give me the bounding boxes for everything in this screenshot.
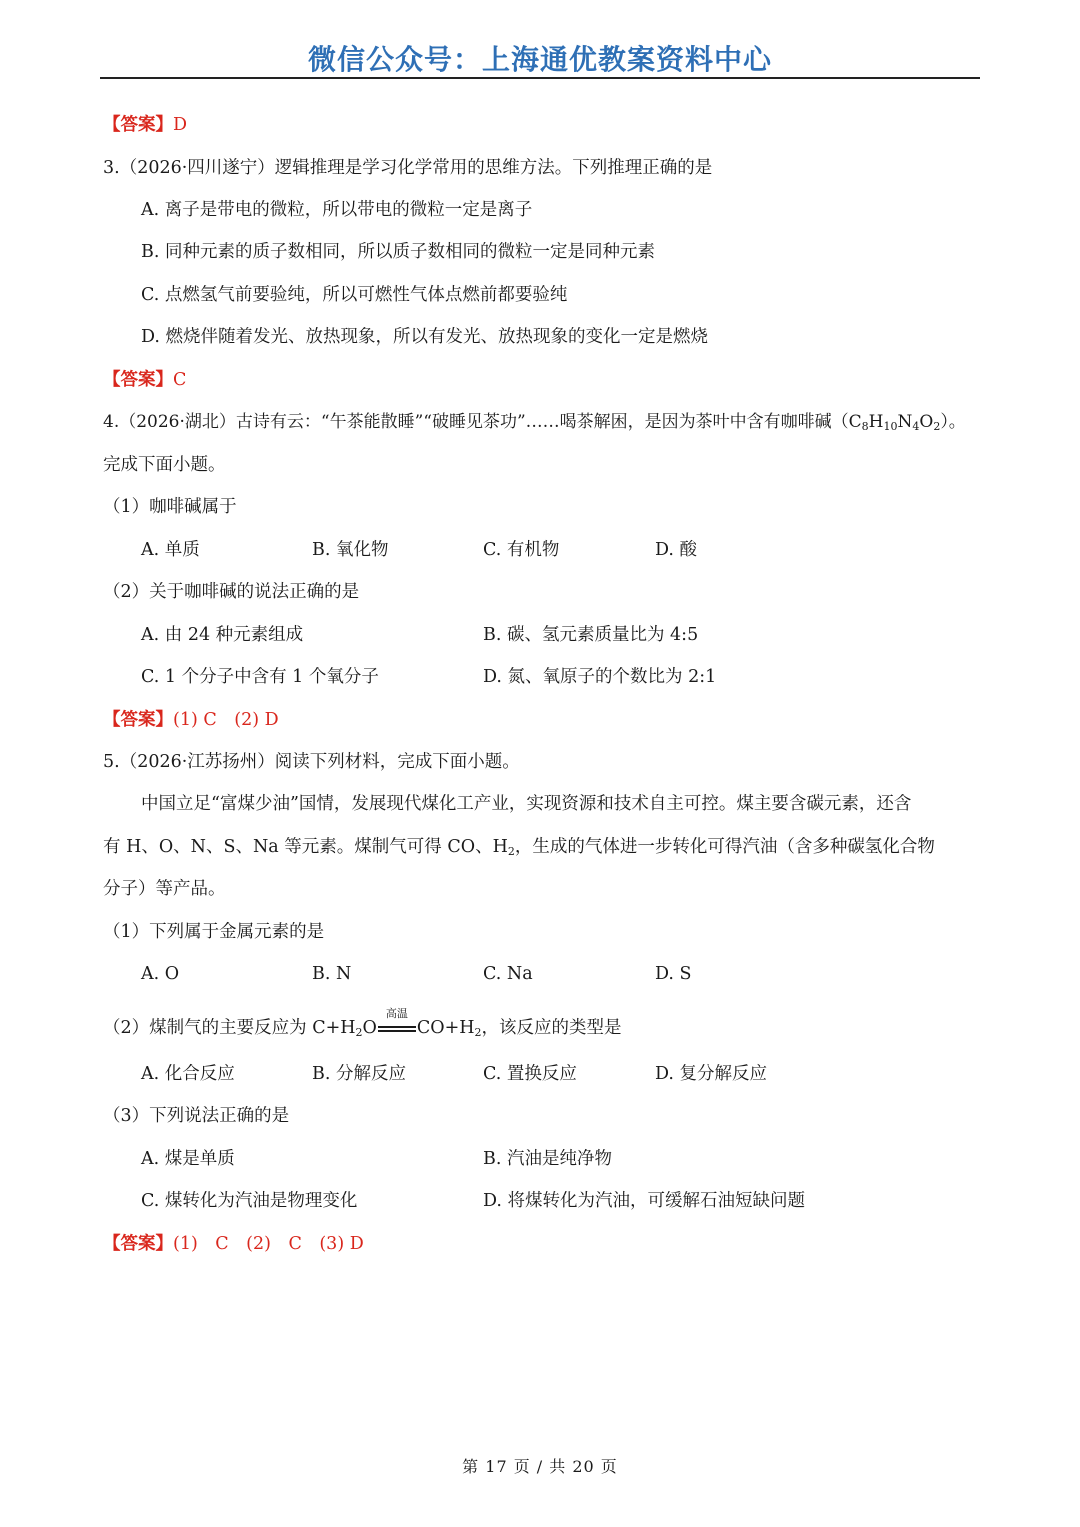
q4-sub1-option-d: D. 酸	[655, 540, 698, 560]
q5-sub2-text: （2）煤制气的主要反应为 C+H	[103, 1018, 356, 1038]
q5-sub1: （1）下列属于金属元素的是	[103, 922, 325, 942]
q3-option-c: C. 点燃氢气前要验纯，所以可燃性气体点燃前都要验纯	[141, 285, 568, 305]
formula-sub: 10	[883, 420, 898, 433]
q5-sub1-option-c: C. Na	[483, 964, 533, 984]
page-header-title: 微信公众号：上海通优教案资料中心	[307, 43, 772, 76]
formula-sub: 2	[933, 420, 941, 433]
reaction-condition-label: 高温	[385, 1007, 408, 1020]
formula-el: O	[362, 1018, 377, 1038]
q3-stem: 3.（2026·四川遂宁）逻辑推理是学习化学常用的思维方法。下列推理正确的是	[103, 158, 713, 178]
answer-q5	[103, 1233, 364, 1255]
formula-sub: 2	[507, 845, 515, 858]
q4-sub2-option-d: D. 氮、氧原子的个数比为 2:1	[483, 667, 717, 687]
formula-el: CO+H	[416, 1018, 475, 1038]
answer-label: 【答案】	[103, 1234, 173, 1254]
material-text: 有 H、O、N、S、Na 等元素。煤制气可得 CO、H	[103, 837, 508, 857]
q4-sub1: （1）咖啡碱属于	[103, 497, 237, 517]
answer-q2	[103, 114, 187, 136]
answer-label: 【答案】	[103, 115, 173, 135]
q5-sub2-option-a: A. 化合反应	[141, 1064, 235, 1084]
q5-sub2-option-b: B. 分解反应	[312, 1064, 406, 1084]
q5-sub3-option-b: B. 汽油是纯净物	[483, 1149, 612, 1169]
q5-sub1-option-a: A. O	[141, 964, 180, 984]
answer-label: 【答案】	[103, 370, 173, 390]
page-number: 第 17 页 / 共 20 页	[462, 1457, 618, 1476]
formula-el: H	[868, 412, 884, 432]
q5-material-line2	[103, 836, 935, 858]
q5-material-line3: 分子）等产品。	[103, 879, 226, 899]
formula-sub: 2	[355, 1026, 363, 1039]
q5-sub2-option-c: C. 置换反应	[483, 1064, 577, 1084]
q4-stem-end: ）。	[940, 412, 966, 432]
q4-sub1-option-a: A. 单质	[141, 540, 200, 560]
equals-line	[378, 1026, 416, 1028]
q5-sub1-option-d: D. S	[655, 964, 692, 984]
q4-sub2-option-c: C. 1 个分子中含有 1 个氧分子	[141, 667, 379, 687]
q3-option-b: B. 同种元素的质子数相同，所以质子数相同的微粒一定是同种元素	[141, 242, 655, 262]
formula-sub: 2	[474, 1026, 482, 1039]
reaction-condition-arrow	[377, 1007, 417, 1039]
answer-value: (1) C (2) C (3) D	[173, 1234, 364, 1254]
answer-q4	[103, 709, 279, 731]
q4-sub1-option-b: B. 氧化物	[312, 540, 389, 560]
q4-stem	[103, 411, 966, 433]
header-divider	[100, 77, 980, 79]
answer-value: D	[173, 115, 188, 135]
q5-sub2	[103, 1007, 622, 1039]
q4-sub2-option-a: A. 由 24 种元素组成	[141, 625, 304, 645]
formula-el: N	[897, 412, 913, 432]
q5-sub3: （3）下列说法正确的是	[103, 1106, 290, 1126]
q5-sub3-option-c: C. 煤转化为汽油是物理变化	[141, 1191, 358, 1211]
q4-stem-text: 4.（2026·湖北）古诗有云：“午茶能散睡”“破睡见茶功”……喝茶解困，是因为茶叶中含有咖啡碱（C	[103, 412, 862, 432]
q4-sub2-option-b: B. 碳、氢元素质量比为 4:5	[483, 625, 699, 645]
q5-material-line1: 中国立足“富煤少油”国情，发展现代煤化工产业，实现资源和技术自主可控。煤主要含碳元素，还含	[141, 794, 912, 814]
q4-stem-2: 完成下面小题。	[103, 455, 226, 475]
q5-sub2-text: ，该反应的类型是	[481, 1018, 622, 1038]
q5-sub3-option-d: D. 将煤转化为汽油，可缓解石油短缺问题	[483, 1191, 806, 1211]
equals-line	[378, 1030, 416, 1032]
answer-value: (1) C (2) D	[173, 710, 279, 730]
q5-sub1-option-b: B. N	[312, 964, 352, 984]
material-text: ，生成的气体进一步转化可得汽油（含多种碳氢化合物	[514, 837, 935, 857]
q5-sub2-option-d: D. 复分解反应	[655, 1064, 768, 1084]
q4-sub2: （2）关于咖啡碱的说法正确的是	[103, 582, 360, 602]
answer-label: 【答案】	[103, 710, 173, 730]
q3-option-a: A. 离子是带电的微粒，所以带电的微粒一定是离子	[141, 200, 533, 220]
formula-el: O	[919, 412, 934, 432]
q5-sub3-option-a: A. 煤是单质	[141, 1149, 235, 1169]
answer-value: C	[173, 370, 187, 390]
formula-sub: 4	[912, 420, 920, 433]
formula-sub: 8	[861, 420, 869, 433]
answer-q3	[103, 369, 186, 391]
q3-option-d: D. 燃烧伴随着发光、放热现象，所以有发光、放热现象的变化一定是燃烧	[141, 327, 709, 347]
q4-sub1-option-c: C. 有机物	[483, 540, 560, 560]
q5-stem: 5.（2026·江苏扬州）阅读下列材料，完成下面小题。	[103, 752, 520, 772]
